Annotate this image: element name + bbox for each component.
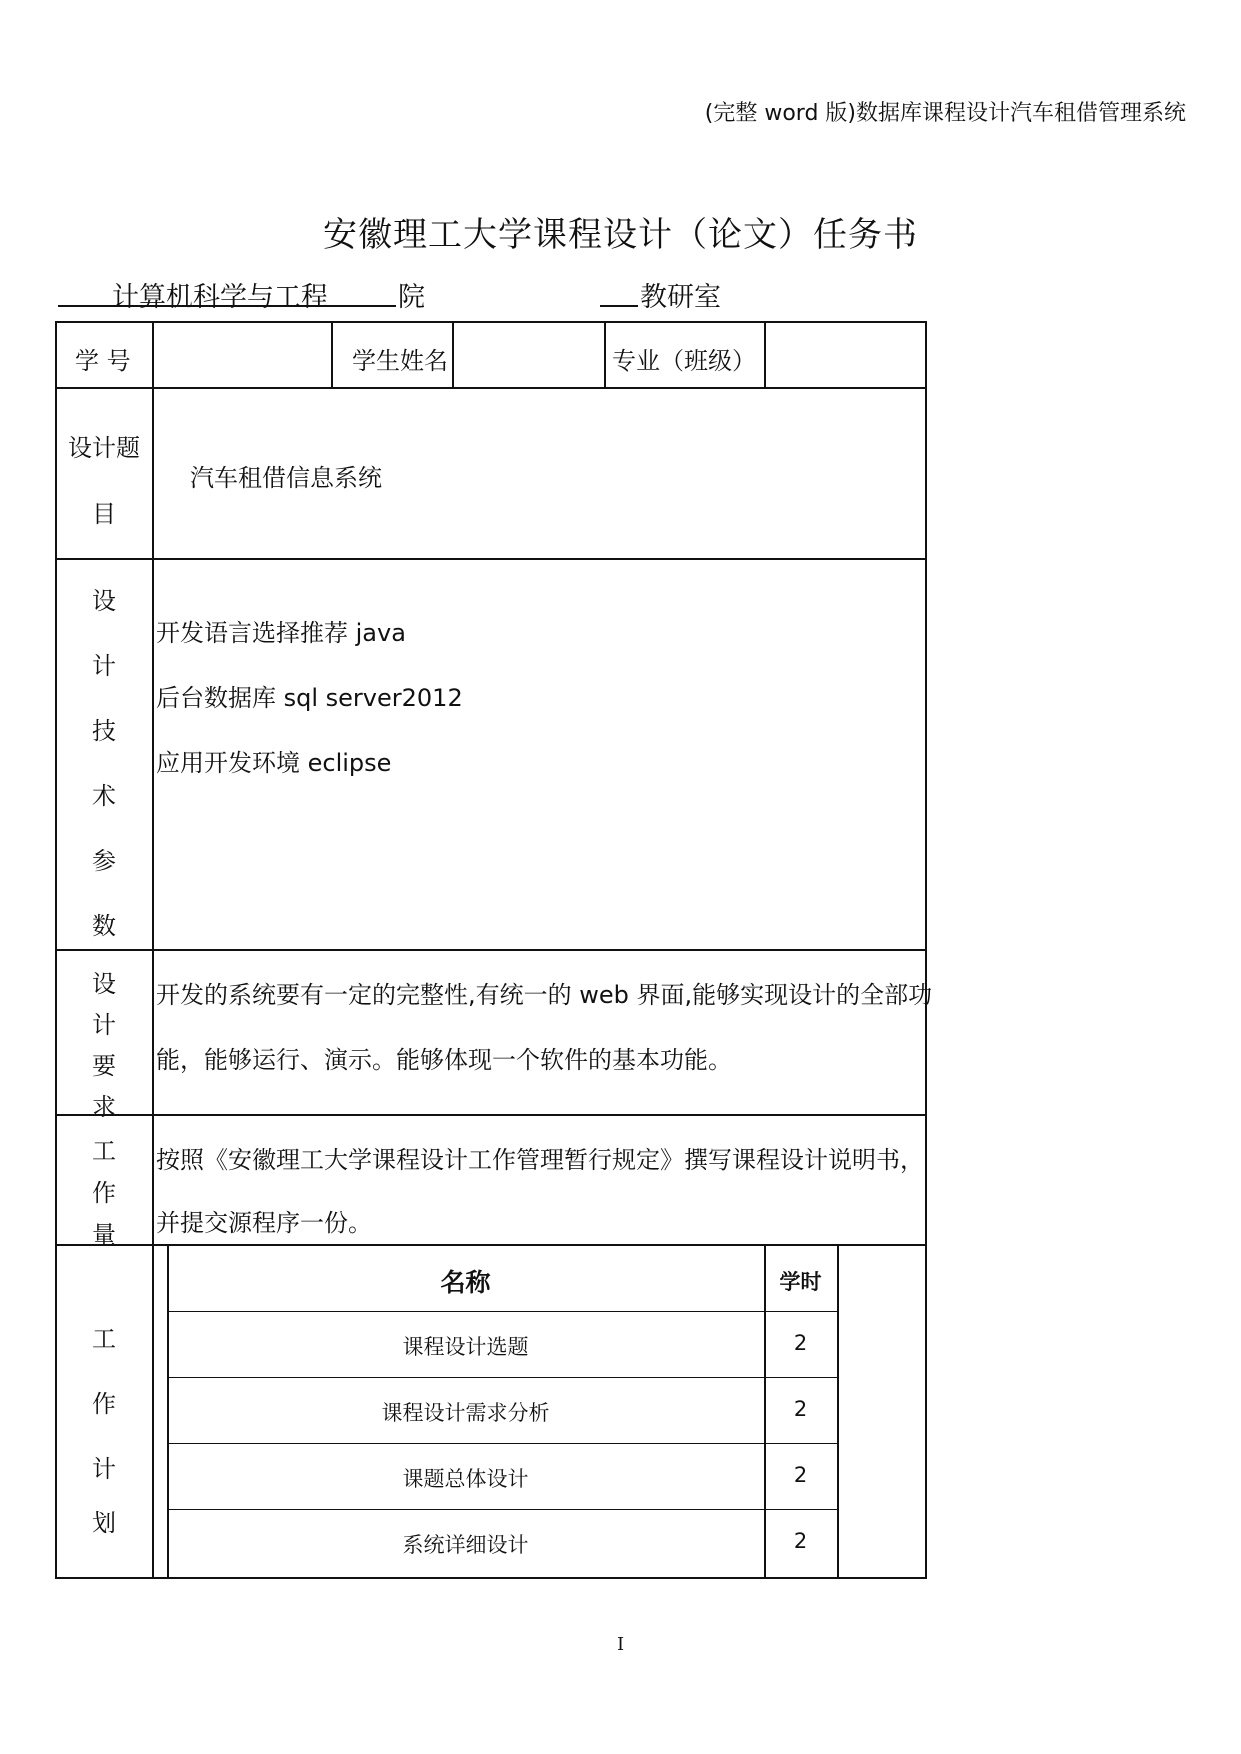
- tech-label-1: 设: [92, 587, 116, 615]
- college-suffix: 院: [398, 282, 425, 313]
- page-number: I: [616, 1634, 625, 1655]
- major-label: 专业（班级）: [612, 347, 756, 375]
- tech-label-3: 技: [92, 717, 116, 745]
- req-label-2: 计: [92, 1011, 116, 1039]
- req-label-1: 设: [92, 970, 116, 998]
- plan-row-1-hours: 2: [793, 1331, 808, 1355]
- tech-label-6: 数: [92, 912, 116, 940]
- plan-header-name: 名称: [440, 1268, 491, 1297]
- student-id-label: 学 号: [75, 347, 131, 375]
- req-label-4: 求: [92, 1093, 116, 1121]
- plan-row-3-hours: 2: [793, 1463, 808, 1487]
- plan-row-4-hours: 2: [793, 1529, 808, 1553]
- plan-row-1-name: 课程设计选题: [402, 1335, 529, 1359]
- plan-label-2: 作: [92, 1390, 116, 1418]
- workload-line-1: 按照《安徽理工大学课程设计工作管理暂行规定》撰写课程设计说明书，: [156, 1146, 924, 1174]
- topic-value: 汽车租借信息系统: [190, 464, 382, 492]
- tech-line-1: 开发语言选择推荐 java: [156, 619, 406, 647]
- workload-label-1: 工: [92, 1137, 116, 1165]
- workload-label-2: 作: [92, 1179, 116, 1207]
- header-note: (完整 word 版)数据库课程设计汽车租借管理系统: [704, 101, 1186, 126]
- req-line-2: 能，能够运行、演示。能够体现一个软件的基本功能。: [156, 1046, 732, 1074]
- plan-row-3-name: 课题总体设计: [402, 1467, 529, 1491]
- tech-label-5: 参: [92, 847, 116, 875]
- topic-label-1: 设计题: [68, 434, 140, 462]
- plan-label-1: 工: [92, 1325, 116, 1353]
- plan-label-4: 划: [92, 1509, 116, 1537]
- tech-line-3: 应用开发环境 eclipse: [156, 749, 392, 777]
- office-underline: [600, 305, 638, 307]
- student-name-label: 学生姓名: [352, 347, 448, 375]
- college-name: 计算机科学与工程: [112, 282, 328, 313]
- workload-line-2: 并提交源程序一份。: [156, 1209, 372, 1237]
- office-suffix: 教研室: [640, 282, 721, 313]
- plan-row-2-name: 课程设计需求分析: [381, 1401, 550, 1425]
- req-label-3: 要: [92, 1052, 116, 1080]
- workload-label-3: 量: [92, 1221, 116, 1249]
- plan-row-2-hours: 2: [793, 1397, 808, 1421]
- tech-line-2: 后台数据库 sql server2012: [156, 684, 463, 712]
- plan-row-4-name: 系统详细设计: [402, 1533, 529, 1557]
- plan-header-hours: 学时: [779, 1270, 822, 1294]
- tech-label-4: 术: [92, 782, 116, 810]
- page-title: 安徽理工大学课程设计（论文）任务书: [323, 215, 918, 255]
- topic-label-2: 目: [92, 500, 116, 528]
- req-line-1: 开发的系统要有一定的完整性,有统一的 web 界面,能够实现设计的全部功: [156, 981, 933, 1009]
- tech-label-2: 计: [92, 652, 116, 680]
- plan-label-3: 计: [92, 1455, 116, 1483]
